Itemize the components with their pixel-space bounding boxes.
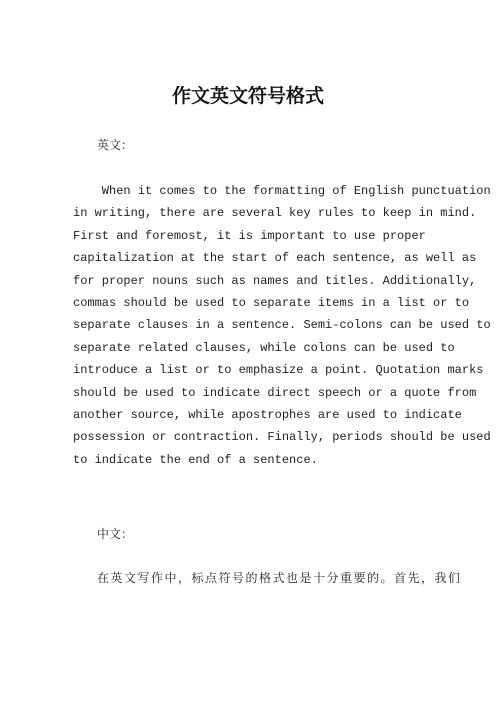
paragraph-line: introduce a list or to emphasize a point. Quotation marks	[73, 363, 484, 378]
paragraph-line: commas should be used to separate items in a list or to	[73, 296, 470, 311]
paragraph-line: separate related clauses, while colons can be used to	[73, 340, 455, 355]
paragraph-line: When it comes to the formatting of English punctuation	[73, 184, 491, 198]
paragraph-line: First and foremost, it is important to use proper	[73, 228, 426, 243]
paragraph-line: another source, while apostrophes are used to indicate	[73, 408, 462, 423]
paragraph-line: separate clauses in a sentence. Semi-colons can be used to	[73, 318, 491, 333]
paragraph-line: in writing, there are several key rules to keep in mind.	[73, 206, 477, 221]
document-title: 作文英文符号格式	[171, 85, 324, 107]
paragraph-line: capitalization at the start of each sentence, as well as	[73, 251, 477, 266]
chinese-section-label: 中文：	[97, 527, 134, 541]
english-paragraph	[73, 180, 491, 471]
chinese-paragraph-line: 在英文写作中，标点符号的格式也是十分重要的。首先，我们	[97, 571, 462, 585]
paragraph-line: to indicate the end of a sentence.	[73, 452, 318, 467]
english-section-label: 英文：	[97, 138, 134, 152]
paragraph-line: should be used to indicate direct speech or a quote from	[73, 385, 477, 400]
paragraph-line: possession or contraction. Finally, periods should be used	[73, 430, 491, 445]
paragraph-line: for proper nouns such as names and titles. Additionally,	[73, 273, 477, 288]
